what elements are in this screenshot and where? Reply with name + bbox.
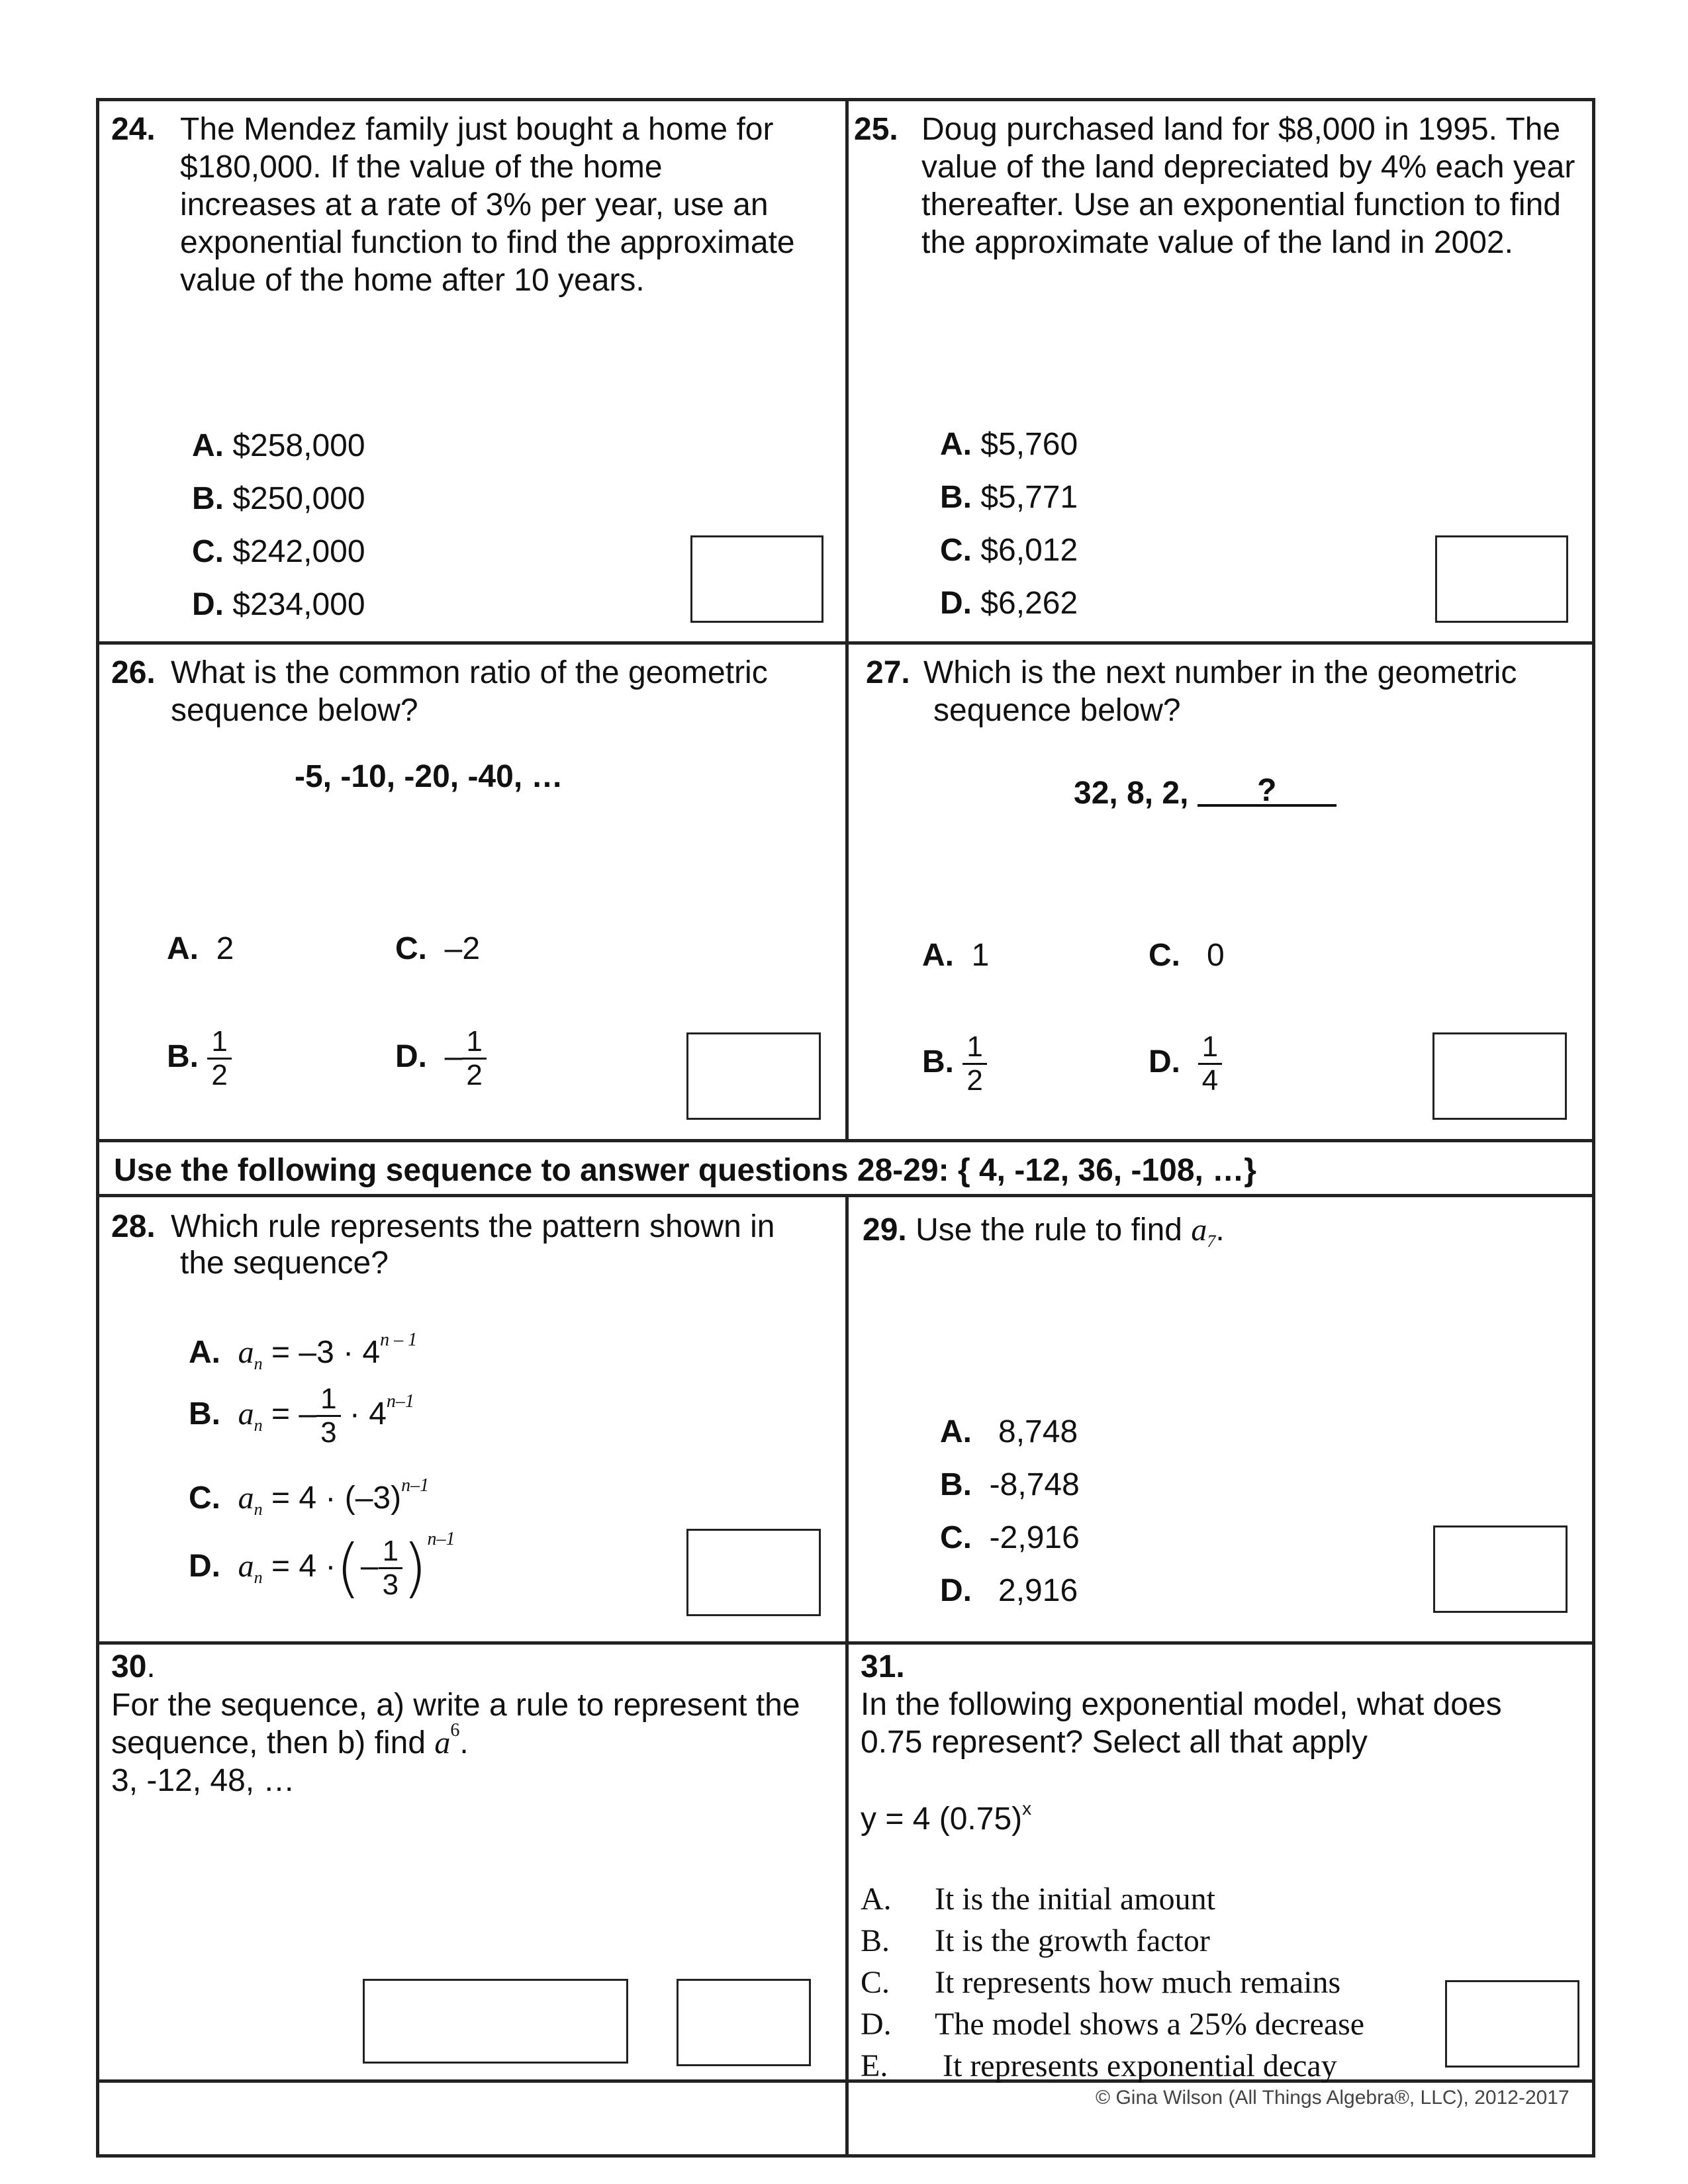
q27-choice-letter: A.	[922, 938, 954, 973]
formula-fraction	[316, 1383, 340, 1449]
q25-line: the approximate value of the land in 2002.	[921, 225, 1513, 260]
q26-choice-letter: D.	[395, 1039, 427, 1075]
q31-choice-letter: B.	[861, 1923, 890, 1958]
q29-period: .	[1215, 1212, 1225, 1248]
fraction-denominator: 2	[966, 1064, 983, 1097]
q27-choice-b[interactable]	[922, 1031, 987, 1097]
sequence-banner: Use the following sequence to answer questions 28-29: { 4, -12, 36, -108, …}	[114, 1153, 1256, 1188]
q30-sequence: 3, -12, 48, …	[111, 1763, 295, 1798]
q29-choice-c[interactable]	[940, 1519, 1080, 1557]
q24-number: 24.	[111, 112, 156, 147]
q26-choice-b-fraction	[207, 1026, 231, 1091]
q31-choice-a[interactable]	[861, 1880, 1215, 1919]
fraction-denominator: 2	[466, 1059, 483, 1091]
q24-line: $180,000. If the value of the home	[180, 150, 663, 185]
q29-choice-letter: A.	[940, 1414, 972, 1449]
q30-line2-end: .	[459, 1725, 469, 1760]
fraction-numerator: 1	[1198, 1031, 1222, 1065]
q31-line: 0.75 represent? Select all that apply	[861, 1725, 1368, 1760]
q31-line: In the following exponential model, what does	[861, 1687, 1502, 1722]
formula-exp: n – 1	[380, 1330, 418, 1350]
q24-line: The Mendez family just bought a home for	[180, 112, 774, 147]
q25-number: 25.	[854, 112, 898, 147]
q28-line: the sequence?	[180, 1246, 389, 1281]
q30-number-line	[111, 1648, 156, 1686]
q24-line: exponential function to find the approximate	[180, 225, 795, 260]
q26-choice-d-fraction	[462, 1026, 486, 1091]
q29-choice-letter: B.	[940, 1467, 972, 1502]
fraction-numerator: 1	[316, 1383, 340, 1417]
q25-answer-box[interactable]	[1435, 535, 1568, 623]
q27-sequence	[1074, 774, 1336, 812]
q25-choice-d[interactable]	[940, 584, 1078, 622]
q25-choice-letter: A.	[940, 427, 972, 462]
formula-exp: n–1	[386, 1391, 414, 1412]
q27-choice-letter: B.	[922, 1044, 954, 1080]
q25-line: Doug purchased land for $8,000 in 1995. The	[921, 112, 1561, 147]
q28-choice-d[interactable]	[189, 1529, 455, 1606]
fraction-denominator: 3	[320, 1416, 337, 1449]
formula-rhs: = 4 · (–3)	[271, 1480, 402, 1516]
q24-line: value of the home after 10 years.	[180, 263, 645, 298]
q29-number: 29.	[863, 1212, 907, 1248]
q27-choice-text: 1	[971, 938, 990, 973]
q27-sequence-text: 32, 8, 2,	[1074, 776, 1189, 811]
q28-choice-b[interactable]	[189, 1383, 414, 1449]
q31-model	[861, 1800, 1031, 1838]
formula-sub: n	[254, 1568, 263, 1588]
q31-choice-c[interactable]	[861, 1963, 1341, 2003]
q27-line: sequence below?	[933, 693, 1181, 728]
q24-choice-b[interactable]	[192, 480, 365, 518]
formula-exp: n–1	[401, 1475, 430, 1496]
formula-var: a	[238, 1396, 254, 1432]
q30-line1: For the sequence, a) write a rule to represent the	[111, 1688, 800, 1723]
q25-choice-a[interactable]	[940, 426, 1078, 463]
q24-line: increases at a rate of 3% per year, use an	[180, 187, 769, 222]
q30-number: 30	[111, 1649, 147, 1684]
q31-choice-text: The model shows a 25% decrease	[935, 2007, 1365, 2042]
q24-choice-letter: B.	[192, 481, 224, 516]
q31-choice-letter: D.	[861, 2007, 892, 2042]
q24-choice-a[interactable]	[192, 427, 365, 465]
q24-choice-letter: C.	[192, 534, 224, 569]
q26-choice-letter: C.	[395, 931, 427, 966]
q31-model-text: y = 4 (0.75)	[861, 1801, 1023, 1837]
q26-choice-b[interactable]	[167, 1026, 232, 1091]
q24-choice-letter: D.	[192, 587, 224, 622]
q31-choice-letter: E.	[861, 2048, 888, 2083]
q30-sup: 6	[450, 1720, 460, 1741]
q24-choice-text: $258,000	[232, 428, 365, 463]
q27-choice-c[interactable]	[1149, 936, 1225, 974]
q31-choice-letter: A.	[861, 1882, 892, 1917]
formula-sub: n	[254, 1500, 263, 1519]
formula-var: a	[238, 1549, 254, 1584]
q29-choice-text: -8,748	[989, 1467, 1080, 1502]
q28-choice-c[interactable]	[189, 1475, 430, 1519]
q27-choice-d-fraction	[1198, 1031, 1222, 1097]
fraction-numerator: 1	[207, 1026, 231, 1060]
q26-choice-c[interactable]	[395, 930, 480, 968]
formula-fraction	[379, 1535, 402, 1601]
q26-choice-letter: B.	[167, 1039, 199, 1075]
q28-number: 28.	[111, 1209, 156, 1244]
q27-choice-b-fraction	[962, 1031, 986, 1097]
q31-choice-e[interactable]	[861, 2046, 1337, 2086]
q24-choice-text: $242,000	[232, 534, 365, 569]
q31-number: 31.	[861, 1649, 905, 1684]
minus-sign: –	[444, 1039, 463, 1075]
q28-choice-letter: B.	[189, 1396, 220, 1432]
q29-choice-a[interactable]	[940, 1413, 1078, 1451]
q29-choice-letter: D.	[940, 1573, 972, 1608]
q30-term-answer-box[interactable]	[677, 1979, 811, 2066]
q31-choice-text: It is the growth factor	[935, 1923, 1210, 1958]
q25-line: value of the land depreciated by 4% each year	[921, 150, 1575, 185]
q29-var: a	[1191, 1212, 1207, 1248]
q25-choice-letter: B.	[940, 480, 972, 515]
q28-line: Which rule represents the pattern shown in	[171, 1209, 775, 1244]
q31-choice-text: It represents exponential decay	[935, 2048, 1337, 2083]
q27-answer-box[interactable]	[1432, 1032, 1567, 1120]
q29-sub: 7	[1207, 1232, 1216, 1251]
q28-choice-letter: A.	[189, 1335, 220, 1370]
q25-choice-c[interactable]	[940, 531, 1078, 569]
formula-sub: n	[254, 1354, 263, 1373]
q24-choice-c[interactable]	[192, 533, 365, 570]
q31-model-exp: x	[1022, 1798, 1032, 1819]
q29-choice-b[interactable]	[940, 1466, 1080, 1504]
fraction-denominator: 4	[1201, 1064, 1219, 1097]
q26-choice-text: –2	[444, 931, 481, 966]
q26-choice-letter: A.	[167, 931, 199, 966]
q29-choice-text: -2,916	[989, 1520, 1080, 1555]
q27-choice-d[interactable]	[1149, 1031, 1222, 1097]
q29-choice-text: 2,916	[998, 1573, 1078, 1608]
q26-choice-a[interactable]	[167, 930, 234, 968]
left-paren-icon: (	[336, 1531, 361, 1606]
q27-choice-a[interactable]	[922, 936, 989, 974]
formula-eq: = 4 ·	[271, 1549, 336, 1584]
q29-prompt	[863, 1211, 1225, 1249]
copyright-footer: © Gina Wilson (All Things Algebra®, LLC), 2012-2017	[1096, 2087, 1570, 2109]
formula-sub: n	[254, 1416, 263, 1435]
q28-choice-letter: D.	[189, 1549, 220, 1584]
q31-answer-box[interactable]	[1445, 1980, 1579, 2068]
q27-number: 27.	[866, 655, 910, 690]
q27-line: Which is the next number in the geometric	[923, 655, 1517, 690]
minus-sign: –	[360, 1549, 379, 1584]
q31-choice-d[interactable]	[861, 2005, 1365, 2044]
q26-number: 26.	[111, 655, 156, 690]
formula-var: a	[238, 1480, 254, 1516]
q24-choice-d[interactable]	[192, 586, 365, 623]
fraction-denominator: 2	[211, 1059, 228, 1091]
q30-line2-text: sequence, then b) find	[111, 1725, 426, 1760]
q26-line: sequence below?	[171, 693, 418, 728]
formula-var: a	[238, 1335, 254, 1370]
q29-choice-d[interactable]	[940, 1572, 1078, 1610]
q30-period: .	[146, 1649, 156, 1684]
right-paren-icon: )	[402, 1531, 428, 1606]
q24-choice-text: $234,000	[232, 587, 365, 622]
q25-line: thereafter. Use an exponential function to find	[921, 187, 1561, 222]
q26-sequence: -5, -10, -20, -40, …	[295, 759, 563, 794]
q25-choice-letter: C.	[940, 533, 972, 568]
formula-eq: = –	[271, 1396, 317, 1432]
formula-exp: n–1	[427, 1529, 455, 1550]
q25-choice-b[interactable]	[940, 478, 1078, 516]
q29-text: Use the rule to find	[915, 1212, 1182, 1248]
q28-choice-a[interactable]	[189, 1330, 418, 1373]
q28-choice-letter: C.	[189, 1480, 220, 1516]
q26-choice-text: 2	[216, 931, 234, 966]
q27-choice-text: 0	[1207, 938, 1225, 973]
q29-answer-box[interactable]	[1433, 1525, 1568, 1613]
fraction-denominator: 3	[382, 1569, 399, 1601]
q26-line: What is the common ratio of the geometric	[171, 655, 768, 690]
fraction-numerator: 1	[462, 1026, 486, 1060]
q26-choice-d[interactable]	[395, 1026, 487, 1091]
q30-line2	[111, 1720, 469, 1762]
q27-choice-letter: C.	[1149, 938, 1180, 973]
fraction-numerator: 1	[962, 1031, 986, 1065]
fraction-numerator: 1	[379, 1535, 402, 1569]
q27-choice-letter: D.	[1149, 1044, 1180, 1080]
q29-choice-letter: C.	[940, 1520, 972, 1555]
q25-choice-text: $6,262	[980, 586, 1078, 621]
cell-bottom-left	[96, 2079, 849, 2158]
q31-choice-text: It represents how much remains	[935, 1965, 1341, 2000]
q25-choice-text: $6,012	[980, 533, 1078, 568]
q24-choice-letter: A.	[192, 428, 224, 463]
q30-var: a	[434, 1725, 451, 1760]
q25-choice-text: $5,760	[980, 427, 1078, 462]
q28-answer-box[interactable]	[686, 1529, 821, 1616]
q31-choice-b[interactable]	[861, 1921, 1210, 1961]
q31-choice-letter: C.	[861, 1965, 890, 2000]
formula-rest: · 4	[349, 1396, 387, 1432]
q31-choice-text: It is the initial amount	[935, 1882, 1215, 1917]
q24-answer-box[interactable]	[690, 535, 823, 623]
q29-choice-text: 8,748	[998, 1414, 1078, 1449]
formula-rhs: = –3 · 4	[271, 1335, 381, 1370]
q25-choice-text: $5,771	[980, 480, 1078, 515]
q30-rule-answer-box[interactable]	[363, 1979, 628, 2064]
q26-answer-box[interactable]	[686, 1032, 821, 1120]
q25-choice-letter: D.	[940, 586, 972, 621]
q24-choice-text: $250,000	[232, 481, 365, 516]
q27-blank: ?	[1197, 778, 1336, 807]
